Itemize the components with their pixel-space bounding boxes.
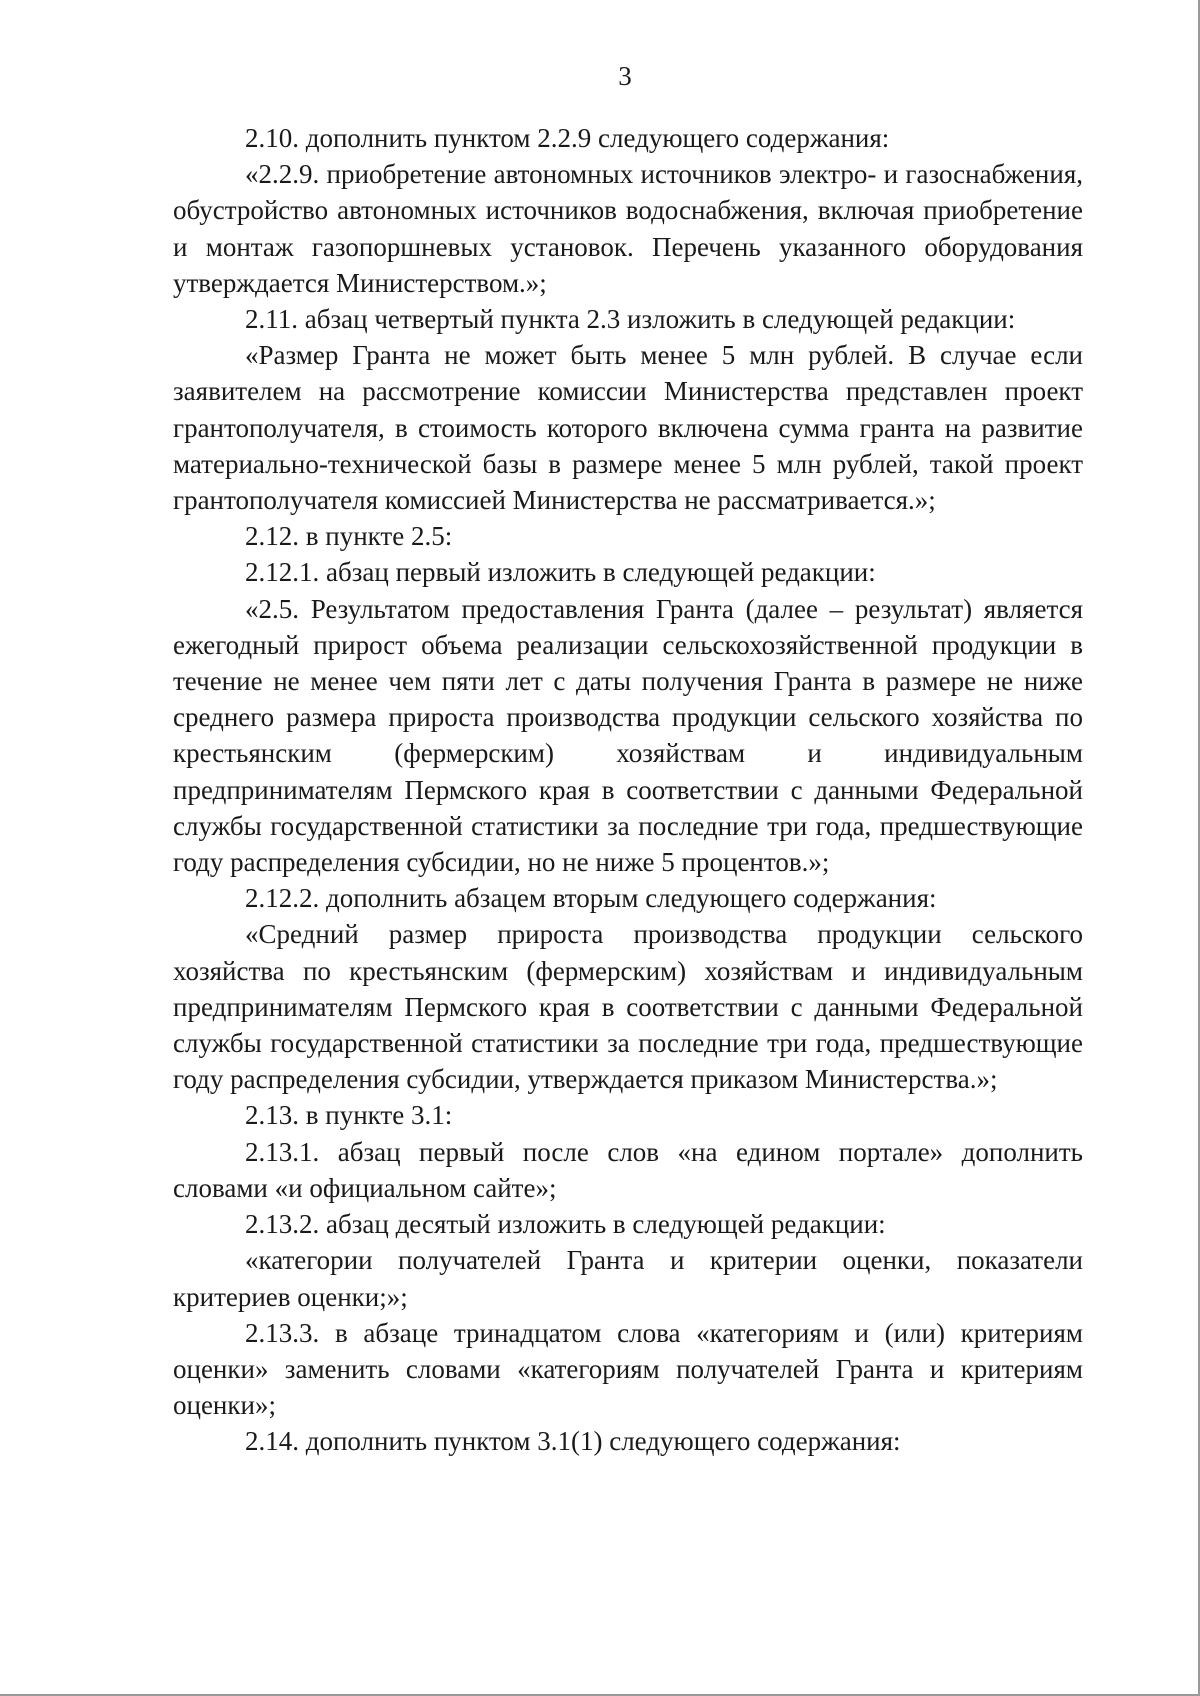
paragraph-grant-size-text: «Размер Гранта не может быть менее 5 млн рублей. В случае если заявителем на рассмотрение комиссии Министерства представлен проект грантополучателя, в стоимость которого включена сумма гранта на развитие материально-технической базы в размере менее 5 млн рублей, такой проект грантополучателя комиссией Министерства не рассматривается.»; — [173, 340, 1083, 516]
page-number: 3 — [618, 61, 632, 91]
paragraph-2-11: 2.11. абзац четвертый пункта 2.3 изложить в следующей редакции: — [245, 304, 1016, 335]
paragraph-2-5-result-text: «2.5. Результатом предоставления Гранта (далее – результат) является ежегодный прирост объема реализации сельскохозяйственной продукции в течение не менее чем пяти лет с даты получения Гранта в размере не ниже среднего размера прироста производства продукции сельского хозяйства по крестьянским (фермерским) хозяйствам и индивидуальным предпринимателям Пермского края в соответствии с данными Федеральной службы государственной статистики за последние три года, предшествующие году распределения субсидии, но не ниже 5 процентов.»; — [173, 593, 1083, 878]
paragraph-2-12-1: 2.12.1. абзац первый изложить в следующей редакции: — [245, 557, 876, 588]
document-body — [173, 120, 1083, 1460]
paragraph-2-13: 2.13. в пункте 3.1: — [245, 1100, 453, 1131]
paragraph-average-growth-text: «Средний размер прироста производства продукции сельского хозяйства по крестьянским (фермерским) хозяйствам и индивидуальным предпринимателям Пермского края в соответствии с данными Федеральной службы государственной статистики за последние три года, предшествующие году распределения субсидии, утверждается приказом Министерства.»; — [173, 919, 1083, 1095]
paragraph-2-10: 2.10. дополнить пунктом 2.2.9 следующего содержания: — [245, 123, 890, 153]
paragraph-2-13-3: 2.13.3. в абзаце тринадцатом слова «категориям и (или) критериям оценки» заменить словами «категориям получателей Гранта и критериям оценки»; — [173, 1317, 1083, 1421]
paragraph-2-14: 2.14. дополнить пунктом 3.1(1) следующего содержания: — [245, 1426, 901, 1457]
paragraph-2-2-9-text: «2.2.9. приобретение автономных источников электро- и газоснабжения, обустройство автономных источников водоснабжения, включая приобретение и монтаж газопоршневых установок. Перечень указанного оборудования утверждается Министерством.»; — [173, 159, 1083, 298]
paragraph-2-12-2: 2.12.2. дополнить абзацем вторым следующего содержания: — [245, 883, 937, 914]
paragraph-2-12: 2.12. в пункте 2.5: — [245, 521, 453, 552]
paragraph-categories-text: «категории получателей Гранта и критерии оценки, показатели критериев оценки;»; — [173, 1245, 1083, 1312]
paragraph-2-13-1: 2.13.1. абзац первый после слов «на едином портале» дополнить словами «и официальном сайте»; — [173, 1136, 1083, 1203]
paragraph-2-13-2: 2.13.2. абзац десятый изложить в следующей редакции: — [245, 1209, 886, 1240]
